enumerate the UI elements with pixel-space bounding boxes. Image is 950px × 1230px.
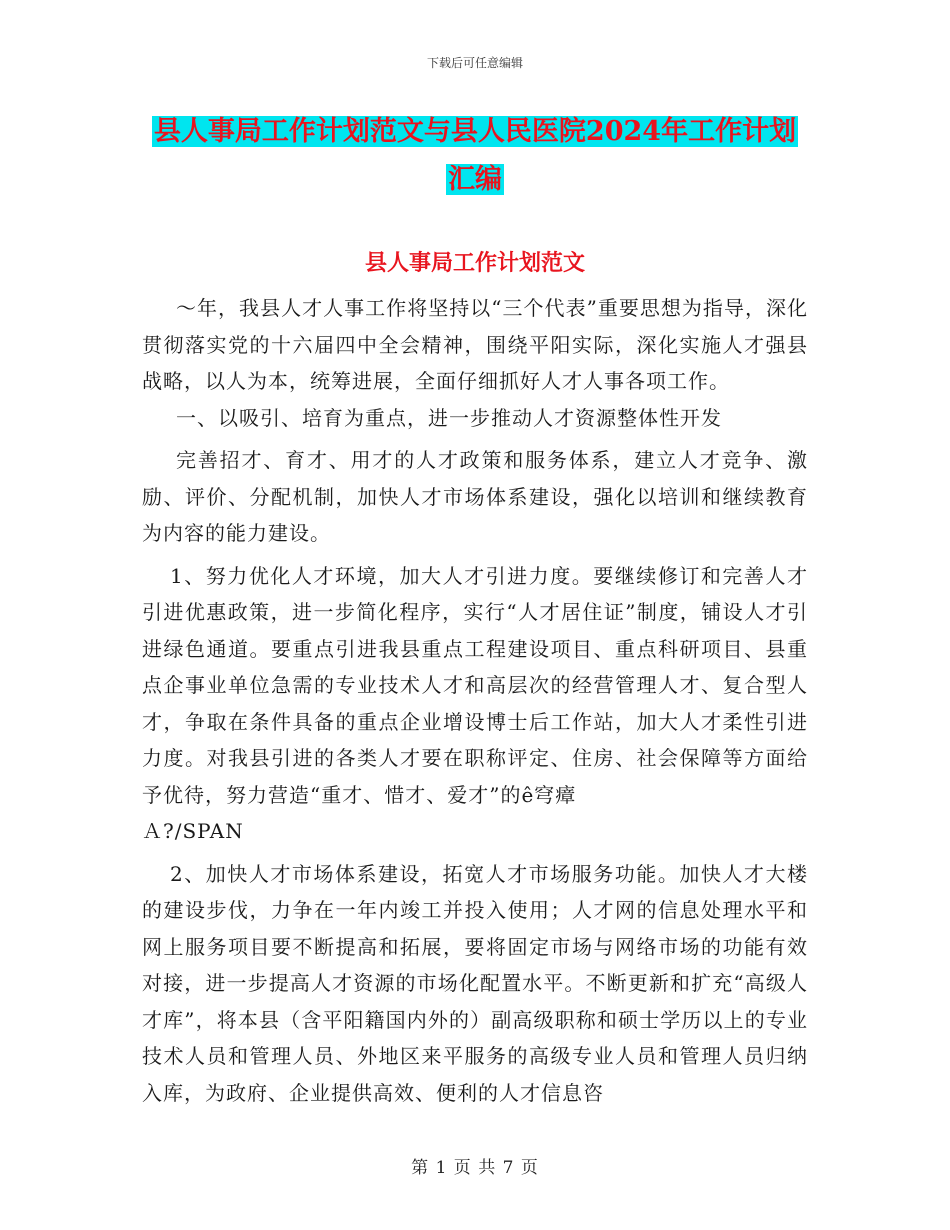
section-title: 县人事局工作计划范文 [364,250,585,276]
paragraph-garbled-line: Ａ?/SPAN [142,819,244,843]
paragraph-heading-1: 一、以吸引、培育为重点，进一步推动人才资源整体性开发 [176,405,722,430]
page-footer: 第 1 页 共 7 页 [411,1158,539,1178]
paragraph-policy: 完善招才、育才、用才的人才政策和服务体系，建立人才竞争、激励、评价、分配机制，加快人才市场体系建设，强化以培训和继续教育为内容的能力建设。 [142,448,808,545]
paragraph-item-2: 2、加快人才市场体系建设，拓宽人才市场服务功能。加快人才大楼的建设步伐，力争在一年内竣工并投入使用；人才网的信息处理水平和网上服务项目要不断提高和拓展，要将固定市场与网络市场的功能有效对接，进一步提高人才资源的市场化配置水平。不断更新和扩充“高级人才库”，将本县（含平阳籍国内外的）副高级职称和硕士学历以上的专业技术人员和管理人员、外地区来平服务的高级专业人员和管理人员归纳入库，为政府、企业提供高效、便利的人才信息咨 [142,861,808,1105]
paragraph-item-1: 1、努力优化人才环境，加大人才引进力度。要继续修订和完善人才引进优惠政策，进一步简化程序，实行“人才居住证”制度，铺设人才引进绿色通道。要重点引进我县重点工程建设项目、重点科研项目、县重点企事业单位急需的专业技术人才和高层次的经营管理人才、复合型人才，争取在条件具备的重点企业增设博士后工作站，加大人才柔性引进力度。对我县引进的各类人才要在职称评定、住房、社会保障等方面给予优待，努力营造“重才、惜才、爱才”的ê穹瘴 [142,563,808,807]
document-title [0,108,950,204]
document-body [142,290,808,1111]
paragraph-intro: ～年，我县人才人事工作将坚持以“三个代表”重要思想为指导，深化贯彻落实党的十六届四中全会精神，围绕平阳实际，深化实施人才强县战略，以人为本，统筹进展，全面仔细抓好人才人事各项工作。 [142,296,808,393]
document-title-line-2: 汇编 [448,164,502,195]
header-note: 下载后可任意编辑 [426,56,523,70]
document-title-line-1: 县人事局工作计划范文与县人民医院2024年工作计划 [153,116,797,147]
